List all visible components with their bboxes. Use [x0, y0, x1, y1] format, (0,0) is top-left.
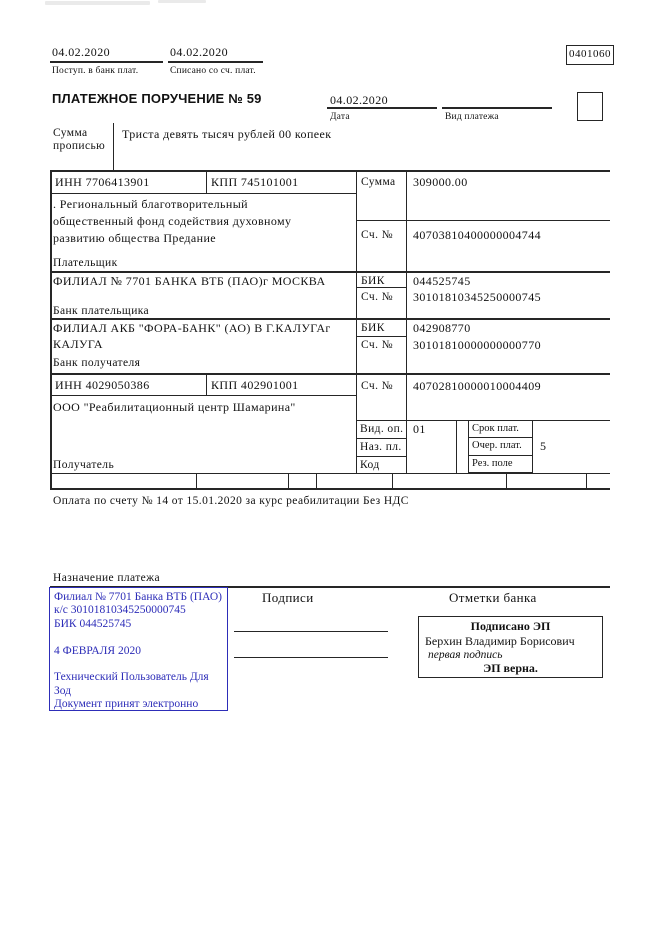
electronic-signature-stamp	[418, 616, 603, 678]
bank-stamp-line: Технический Пользователь Для	[54, 671, 209, 684]
form-code-box	[566, 45, 614, 65]
debited-from-account-label: Списано со сч. плат.	[170, 66, 256, 76]
received-in-bank-label: Поступ. в банк плат.	[52, 66, 139, 76]
table-line	[206, 170, 207, 194]
bank-stamp-line: 4 ФЕВРАЛЯ 2020	[54, 644, 141, 657]
operation-type-value: 01	[413, 422, 426, 436]
payer-bank-bik-value: 044525745	[413, 274, 471, 288]
table-line	[356, 220, 610, 221]
date-underline	[327, 107, 437, 109]
amount-words-label-2: прописью	[53, 140, 106, 152]
bank-stamp-line: Филиал № 7701 Банка ВТБ (ПАО)	[54, 591, 222, 603]
amount-words-label-1: Сумма	[53, 127, 88, 139]
table-line	[50, 193, 356, 194]
payer-bank-bik-label: БИК	[361, 275, 385, 287]
payee-bank-section-label: Банк получателя	[53, 357, 141, 369]
esign-verified: ЭП верна.	[483, 661, 538, 675]
payer-account-label: Сч. №	[361, 229, 394, 241]
table-left-border	[50, 170, 52, 490]
reserve-field-label: Рез. поле	[472, 458, 513, 469]
table-line	[50, 271, 610, 273]
bank-marks-heading: Отметки банка	[449, 590, 537, 605]
operation-type-label: Вид. оп.	[360, 423, 404, 435]
received-date-underline	[50, 61, 163, 63]
strip-divider	[586, 473, 587, 489]
debited-date-underline	[168, 61, 263, 63]
table-line	[50, 473, 610, 474]
payer-bank-name: ФИЛИАЛ № 7701 БАНКА ВТБ (ПАО)г МОСКВА	[53, 274, 326, 288]
table-line	[356, 438, 406, 439]
received-in-bank-date: 04.02.2020	[52, 45, 110, 59]
form-code: 0401060	[569, 48, 611, 60]
signature-line	[234, 631, 388, 632]
amount-label: Сумма	[361, 176, 396, 188]
payment-term-label: Срок плат.	[472, 423, 519, 434]
clipped-header-artifact	[158, 0, 206, 3]
amount-words-divider	[113, 123, 114, 171]
reserve-field-cell	[468, 455, 533, 473]
payer-section-label: Плательщик	[53, 257, 118, 269]
payer-account-value: 40703810400000004744	[413, 228, 541, 242]
payer-kpp: КПП 745101001	[211, 175, 299, 189]
payment-term-cell	[468, 420, 533, 438]
bank-stamp-line: Зод	[54, 684, 72, 697]
amount-value: 309000.00	[413, 175, 468, 189]
strip-divider	[392, 473, 393, 489]
table-line	[50, 395, 356, 396]
priority-label: Очер. плат.	[472, 440, 522, 451]
payee-bank-name-line: ФИЛИАЛ АКБ "ФОРА-БАНК" (АО) В Г.КАЛУГАг	[53, 321, 331, 335]
date-label: Дата	[330, 112, 350, 122]
payment-purpose-text: Оплата по счету № 14 от 15.01.2020 за курс реабилитации Без НДС	[53, 495, 409, 507]
bank-acceptance-stamp	[49, 587, 228, 711]
table-line	[456, 420, 457, 474]
payment-purpose-label: Назначение платежа	[53, 572, 161, 584]
payment-type-underline	[442, 107, 552, 109]
table-line	[356, 336, 406, 337]
strip-divider	[506, 473, 507, 489]
priority-cell	[468, 437, 533, 456]
bank-stamp-line: Документ принят электронно	[54, 698, 199, 711]
clipped-header-artifact	[45, 1, 150, 5]
table-line	[50, 373, 610, 375]
amount-in-words: Триста девять тысяч рублей 00 копеек	[122, 127, 332, 141]
payer-bank-account-value: 30101810345250000745	[413, 290, 541, 304]
payee-section-label: Получатель	[53, 459, 115, 471]
table-line	[50, 488, 610, 490]
table-line	[206, 373, 207, 396]
signatures-heading: Подписи	[262, 590, 314, 605]
payee-bank-name-line: КАЛУГА	[53, 337, 104, 351]
bank-stamp-line	[54, 631, 223, 644]
code-label: Код	[360, 459, 380, 471]
document-date: 04.02.2020	[330, 93, 388, 107]
strip-divider	[196, 473, 197, 489]
bank-stamp-line: БИК 044525745	[54, 617, 132, 630]
payer-name-line: общественный фонд содействия духовному	[53, 214, 292, 228]
table-line	[50, 318, 610, 320]
esign-subtitle: первая подпись	[428, 649, 503, 661]
payment-type-checkbox	[577, 92, 603, 121]
payee-account-label: Сч. №	[361, 380, 394, 392]
payer-bank-account-label: Сч. №	[361, 291, 394, 303]
debited-from-account-date: 04.02.2020	[170, 45, 228, 59]
priority-value: 5	[540, 439, 547, 453]
payee-account-value: 40702810000010004409	[413, 379, 541, 393]
payee-name: ООО "Реабилитационный центр Шамарина"	[53, 400, 296, 414]
strip-divider	[288, 473, 289, 489]
esign-signer-name: Берхин Владимир Борисович	[425, 634, 575, 648]
payment-purpose-code-label: Наз. пл.	[360, 441, 402, 453]
payee-inn: ИНН 4029050386	[55, 378, 150, 392]
payer-name-line: развитию общества Предание	[53, 231, 216, 245]
table-line	[406, 170, 407, 474]
payer-bank-section-label: Банк плательщика	[53, 305, 150, 317]
payee-bank-account-label: Сч. №	[361, 339, 394, 351]
table-line	[356, 456, 406, 457]
table-line	[356, 170, 357, 474]
bank-stamp-line	[54, 658, 223, 671]
document-title: ПЛАТЕЖНОЕ ПОРУЧЕНИЕ № 59	[52, 91, 262, 106]
payer-name-line: . Региональный благотворительный	[53, 197, 248, 211]
payee-bank-bik-label: БИК	[361, 322, 385, 334]
bank-stamp-line: к/с 30101810345250000745	[54, 604, 186, 617]
payment-type-label: Вид платежа	[445, 112, 499, 122]
esign-title: Подписано ЭП	[470, 619, 551, 633]
payee-kpp: КПП 402901001	[211, 378, 299, 392]
payer-inn: ИНН 7706413901	[55, 175, 150, 189]
signature-line	[234, 657, 388, 658]
strip-divider	[316, 473, 317, 489]
payee-bank-account-value: 30101810000000000770	[413, 338, 541, 352]
payee-bank-bik-value: 042908770	[413, 321, 471, 335]
table-line	[50, 170, 610, 172]
